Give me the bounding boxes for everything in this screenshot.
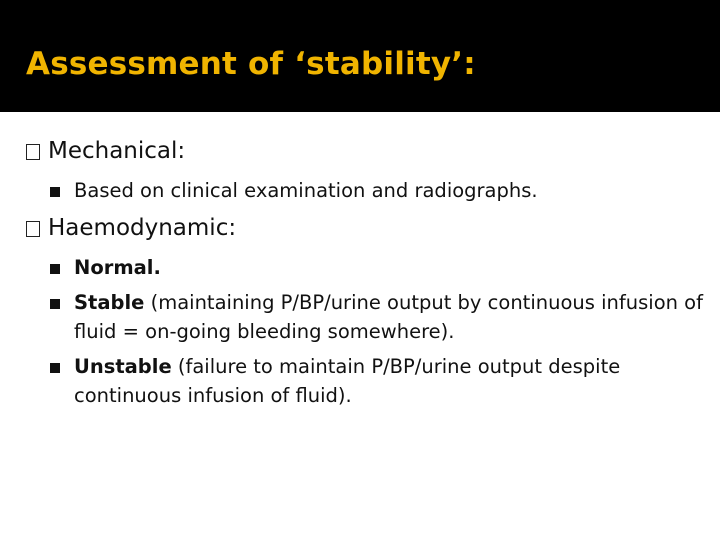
slide-content bbox=[26, 136, 706, 418]
square-bullet-icon bbox=[50, 187, 60, 197]
mechanical-sublist bbox=[26, 176, 706, 205]
square-bullet-icon bbox=[50, 363, 60, 373]
item-text: (maintaining P/BP/urine output by continuous infusion of fluid = on-going bleeding somewhere). bbox=[74, 291, 703, 343]
square-bullet-icon bbox=[50, 299, 60, 309]
heading-mechanical: Mechanical: bbox=[48, 138, 186, 164]
item-bold: Unstable bbox=[74, 355, 172, 378]
square-bullet-icon bbox=[50, 264, 60, 274]
list-item bbox=[26, 352, 706, 410]
list-item bbox=[26, 176, 706, 205]
list-item bbox=[26, 253, 706, 282]
bullet-mechanical bbox=[26, 136, 706, 166]
list-item bbox=[26, 288, 706, 346]
item-text: (failure to maintain P/BP/urine output despite continuous infusion of fluid). bbox=[74, 355, 621, 407]
box-bullet-icon bbox=[26, 221, 40, 237]
heading-haemodynamic: Haemodynamic: bbox=[48, 215, 237, 241]
haemodynamic-sublist bbox=[26, 253, 706, 410]
item-bold: Normal. bbox=[74, 256, 161, 279]
item-bold: Stable bbox=[74, 291, 145, 314]
box-bullet-icon bbox=[26, 144, 40, 160]
slide-title: Assessment of ‘stability’: bbox=[26, 46, 476, 82]
bullet-haemodynamic bbox=[26, 213, 706, 243]
title-bar bbox=[0, 0, 720, 112]
item-text: Based on clinical examination and radiographs. bbox=[74, 179, 538, 202]
